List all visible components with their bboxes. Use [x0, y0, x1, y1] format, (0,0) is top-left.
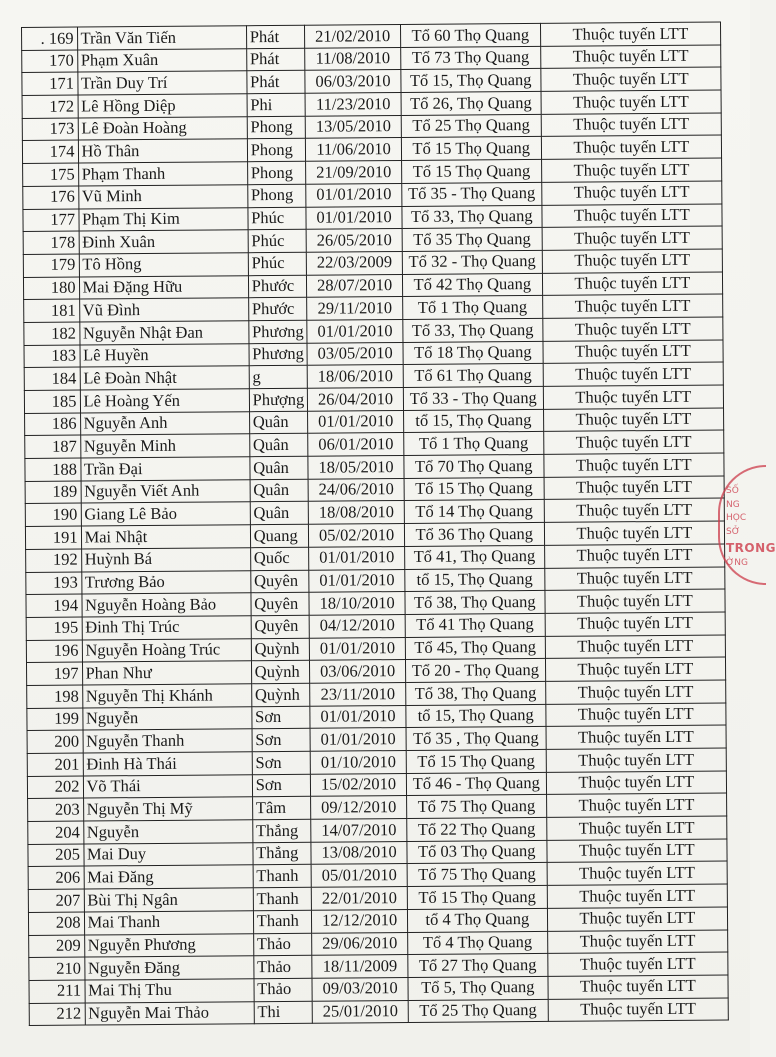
residential-group: Tổ 32 - Thọ Quang — [402, 250, 542, 274]
route-note: Thuộc tuyến LTT — [543, 362, 723, 386]
date-of-birth: 04/12/2010 — [309, 614, 405, 637]
student-surname: Nguyễn Phương — [84, 933, 253, 957]
residential-group: Tổ 75 Thọ Quang — [407, 863, 547, 887]
student-surname: Lê Đoàn Hoàng — [78, 116, 247, 140]
residential-group: Tổ 33, Thọ Quang — [402, 205, 542, 229]
route-note: Thuộc tuyến LTT — [548, 975, 728, 999]
date-of-birth: 01/01/2010 — [310, 705, 406, 728]
date-of-birth: 11/23/2010 — [305, 93, 401, 116]
route-note: Thuộc tuyến LTT — [547, 907, 727, 931]
date-of-birth: 12/12/2010 — [312, 909, 408, 932]
student-surname: Phạm Thanh — [78, 162, 247, 186]
row-number: 179 — [23, 254, 79, 277]
residential-group: Tổ 25 Thọ Quang — [401, 114, 541, 138]
date-of-birth: 18/10/2010 — [309, 592, 405, 615]
row-number: 190 — [25, 503, 81, 526]
date-of-birth: 21/09/2010 — [306, 161, 402, 184]
student-surname: Nguyễn Viết Anh — [81, 479, 250, 503]
student-surname: Huỳnh Bá — [81, 548, 250, 572]
student-given-name: Quốc — [250, 547, 309, 570]
residential-group: Tổ 03 Thọ Quang — [407, 840, 547, 864]
residential-group: Tổ 15 Thọ Quang — [401, 137, 541, 161]
route-note: Thuộc tuyến LTT — [545, 680, 725, 704]
route-note: Thuộc tuyến LTT — [545, 612, 725, 636]
row-number: 209 — [29, 935, 85, 958]
row-number: 201 — [27, 753, 83, 776]
date-of-birth: 18/11/2009 — [312, 955, 408, 978]
route-note: Thuộc tuyến LTT — [544, 544, 724, 568]
stamp-line: ỜNG — [726, 558, 748, 568]
student-surname: Trương Bảo — [81, 570, 250, 594]
route-note: Thuộc tuyến LTT — [547, 952, 727, 976]
row-number: 180 — [23, 277, 79, 300]
residential-group: Tổ 73 Thọ Quang — [401, 46, 541, 70]
route-note: Thuộc tuyến LTT — [546, 748, 726, 772]
date-of-birth: 22/01/2010 — [312, 887, 408, 910]
student-surname: Mai Đăng — [84, 865, 253, 889]
student-given-name: Thảo — [253, 933, 312, 956]
student-given-name: Phong — [247, 139, 306, 162]
student-given-name: Sơn — [252, 706, 311, 729]
residential-group: Tổ 1 Thọ Quang — [404, 432, 544, 456]
student-given-name: Phúc — [248, 252, 307, 275]
student-surname: Đinh Hà Thái — [83, 752, 252, 776]
date-of-birth: 18/08/2010 — [309, 501, 405, 524]
student-surname: Phan Như — [82, 661, 251, 685]
row-number: 197 — [26, 662, 82, 685]
route-note: Thuộc tuyến LTT — [541, 181, 721, 205]
student-given-name: Phong — [247, 184, 306, 207]
residential-group: Tổ 35 , Thọ Quang — [406, 727, 546, 751]
row-number: 170 — [22, 50, 78, 73]
residential-group: Tổ 20 - Thọ Quang — [405, 659, 545, 683]
student-surname: Trần Văn Tiến — [77, 26, 246, 50]
student-surname: Mai Thị Thu — [85, 979, 254, 1003]
route-note: Thuộc tuyến LTT — [547, 839, 727, 863]
residential-group: tổ 15, Thọ Quang — [403, 409, 543, 433]
table-row — [29, 998, 728, 1026]
student-given-name: Quỳnh — [251, 683, 310, 706]
row-number: 195 — [26, 617, 82, 640]
route-note: Thuộc tuyến LTT — [544, 521, 724, 545]
student-surname: Tô Hồng — [79, 253, 248, 277]
route-note: Thuộc tuyến LTT — [545, 589, 725, 613]
residential-group: Tổ 27 Thọ Quang — [408, 954, 548, 978]
row-number: 177 — [23, 209, 79, 232]
route-note: Thuộc tuyến LTT — [546, 771, 726, 795]
route-note: Thuộc tuyến LTT — [546, 793, 726, 817]
roster-body — [22, 22, 729, 1026]
residential-group: Tổ 70 Thọ Quang — [404, 454, 544, 478]
date-of-birth: 14/07/2010 — [311, 819, 407, 842]
date-of-birth: 24/06/2010 — [308, 478, 404, 501]
route-note: Thuộc tuyến LTT — [540, 45, 720, 69]
residential-group: Tổ 75 Thọ Quang — [406, 795, 546, 819]
date-of-birth: 01/01/2010 — [310, 637, 406, 660]
route-note: Thuộc tuyến LTT — [542, 204, 722, 228]
row-number: 196 — [26, 640, 82, 663]
residential-group: Tổ 42 Thọ Quang — [402, 273, 542, 297]
student-given-name: Thảo — [254, 978, 313, 1001]
row-number: 186 — [25, 413, 81, 436]
row-number: 188 — [25, 458, 81, 481]
row-number: 183 — [24, 345, 80, 368]
residential-group: Tổ 33, Thọ Quang — [403, 318, 543, 342]
residential-group: Tổ 41 Thọ Quang — [405, 613, 545, 637]
date-of-birth: 29/11/2010 — [307, 297, 403, 320]
route-note: Thuộc tuyến LTT — [542, 294, 722, 318]
student-given-name: Quân — [249, 411, 308, 434]
date-of-birth: 01/01/2010 — [306, 183, 402, 206]
row-number: 211 — [29, 980, 85, 1003]
date-of-birth: 05/02/2010 — [309, 524, 405, 547]
date-of-birth: 03/06/2010 — [310, 660, 406, 683]
route-note: Thuộc tuyến LTT — [547, 884, 727, 908]
row-number: 208 — [28, 912, 84, 935]
row-number: 181 — [24, 299, 80, 322]
row-number: 212 — [29, 1003, 85, 1026]
row-number: 173 — [22, 118, 78, 141]
student-given-name: Quân — [249, 434, 308, 457]
route-note: Thuộc tuyến LTT — [541, 67, 721, 91]
student-surname: Bùi Thị Ngân — [84, 888, 253, 912]
route-note: Thuộc tuyến LTT — [546, 725, 726, 749]
student-given-name: Quân — [250, 502, 309, 525]
student-surname: Phạm Xuân — [77, 48, 246, 72]
student-given-name: Phượng — [249, 388, 308, 411]
student-surname: Mai Nhật — [81, 525, 250, 549]
student-surname: Phạm Thị Kim — [78, 207, 247, 231]
date-of-birth: 26/04/2010 — [308, 388, 404, 411]
student-given-name: Thanh — [253, 910, 312, 933]
student-given-name: Quỳnh — [251, 661, 310, 684]
route-note: Thuộc tuyến LTT — [544, 498, 724, 522]
student-roster-table — [21, 22, 729, 1027]
date-of-birth: 13/05/2010 — [306, 115, 402, 138]
student-surname: Nguyễn Mai Thảo — [85, 1001, 254, 1025]
student-surname: Nguyễn Hoàng Trúc — [82, 638, 251, 662]
student-surname: Lê Đoàn Nhật — [80, 366, 249, 390]
date-of-birth: 09/03/2010 — [312, 977, 408, 1000]
student-surname: Lê Hồng Diệp — [78, 94, 247, 118]
student-surname: Nguyễn Nhật Đan — [79, 321, 248, 345]
row-number: 210 — [29, 957, 85, 980]
route-note: Thuộc tuyến LTT — [543, 408, 723, 432]
route-note: Thuộc tuyến LTT — [541, 113, 721, 137]
residential-group: Tổ 15 Thọ Quang — [404, 477, 544, 501]
student-given-name: Tâm — [252, 797, 311, 820]
route-note: Thuộc tuyến LTT — [542, 226, 722, 250]
student-surname: Vũ Đình — [79, 298, 248, 322]
student-surname: Mai Đặng Hữu — [79, 275, 248, 299]
residential-group: Tổ 61 Thọ Quang — [403, 364, 543, 388]
student-surname: Nguyễn — [83, 820, 252, 844]
row-number: 199 — [27, 708, 83, 731]
row-number: 203 — [28, 798, 84, 821]
route-note: Thuộc tuyến LTT — [543, 340, 723, 364]
row-number: 191 — [25, 526, 81, 549]
residential-group: Tổ 60 Thọ Quang — [400, 23, 540, 47]
student-given-name: g — [249, 366, 308, 389]
date-of-birth: 01/01/2010 — [307, 319, 403, 342]
row-number: 189 — [25, 481, 81, 504]
student-given-name: Quyên — [250, 570, 309, 593]
official-seal-stamp — [718, 465, 776, 585]
date-of-birth: 11/08/2010 — [305, 47, 401, 70]
residential-group: Tổ 22 Thọ Quang — [407, 817, 547, 841]
date-of-birth: 21/02/2010 — [305, 25, 401, 48]
student-surname: Lê Huyền — [80, 343, 249, 367]
student-given-name: Phát — [247, 71, 306, 94]
route-note: Thuộc tuyến LTT — [540, 22, 720, 46]
route-note: Thuộc tuyến LTT — [547, 861, 727, 885]
residential-group: Tổ 38, Thọ Quang — [406, 681, 546, 705]
date-of-birth: 15/02/2010 — [311, 773, 407, 796]
residential-group: Tổ 25 Thọ Quang — [408, 999, 548, 1023]
row-number: 202 — [27, 776, 83, 799]
student-given-name: Thi — [254, 1001, 313, 1024]
student-given-name: Thắng — [252, 819, 311, 842]
route-note: Thuộc tuyến LTT — [542, 272, 722, 296]
student-given-name: Thắng — [253, 842, 312, 865]
residential-group: Tổ 35 - Thọ Quang — [402, 182, 542, 206]
route-note: Thuộc tuyến LTT — [547, 929, 727, 953]
date-of-birth: 01/01/2010 — [306, 206, 402, 229]
student-surname: Nguyễn Thị Khánh — [82, 684, 251, 708]
route-note: Thuộc tuyến LTT — [548, 998, 728, 1022]
date-of-birth: 13/08/2010 — [311, 841, 407, 864]
student-surname: Đinh Xuân — [79, 230, 248, 254]
residential-group: Tổ 33 - Thọ Quang — [403, 386, 543, 410]
route-note: Thuộc tuyến LTT — [543, 430, 723, 454]
residential-group: Tổ 14 Thọ Quang — [404, 500, 544, 524]
route-note: Thuộc tuyến LTT — [544, 566, 724, 590]
row-number: 175 — [23, 163, 79, 186]
student-surname: Nguyễn Minh — [80, 434, 249, 458]
residential-group: Tổ 5, Thọ Quang — [408, 976, 548, 1000]
row-number: 206 — [28, 866, 84, 889]
date-of-birth: 01/10/2010 — [310, 750, 406, 773]
student-surname: Nguyễn Anh — [80, 411, 249, 435]
date-of-birth: 03/05/2010 — [307, 342, 403, 365]
student-surname: Nguyễn — [82, 706, 251, 730]
stamp-line: HỌC — [726, 513, 747, 523]
row-number: 174 — [22, 140, 78, 163]
date-of-birth: 29/06/2010 — [312, 932, 408, 955]
route-note: Thuộc tuyến LTT — [541, 90, 721, 114]
date-of-birth: 26/05/2010 — [306, 229, 402, 252]
student-surname: Lê Hoàng Yến — [80, 389, 249, 413]
date-of-birth: 09/12/2010 — [311, 796, 407, 819]
student-surname: Giang Lê Bảo — [81, 502, 250, 526]
route-note: Thuộc tuyến LTT — [541, 135, 721, 159]
row-number: 194 — [26, 594, 82, 617]
student-surname: Trần Đại — [80, 457, 249, 481]
student-surname: Mai Thanh — [84, 911, 253, 935]
student-given-name: Sơn — [252, 751, 311, 774]
student-given-name: Thanh — [253, 865, 312, 888]
student-given-name: Quyên — [251, 592, 310, 615]
row-number: 193 — [26, 572, 82, 595]
residential-group: Tổ 46 - Thọ Quang — [406, 772, 546, 796]
row-number: 205 — [28, 844, 84, 867]
residential-group: Tổ 15 Thọ Quang — [407, 886, 547, 910]
route-note: Thuộc tuyến LTT — [541, 158, 721, 182]
student-surname: Đinh Thị Trúc — [82, 616, 251, 640]
date-of-birth: 05/01/2010 — [311, 864, 407, 887]
date-of-birth: 25/01/2010 — [312, 1000, 408, 1023]
stamp-line: TRONG — [726, 541, 776, 555]
student-given-name: Quyên — [251, 615, 310, 638]
date-of-birth: 01/01/2010 — [309, 546, 405, 569]
row-number: 192 — [26, 549, 82, 572]
date-of-birth: 01/01/2010 — [309, 569, 405, 592]
student-surname: Nguyễn Thanh — [83, 729, 252, 753]
student-given-name: Quỳnh — [251, 638, 310, 661]
route-note: Thuộc tuyến LTT — [546, 703, 726, 727]
row-number: 176 — [23, 186, 79, 209]
student-given-name: Phương — [249, 320, 308, 343]
student-given-name: Sơn — [252, 774, 311, 797]
student-given-name: Phúc — [248, 229, 307, 252]
residential-group: tổ 4 Thọ Quang — [407, 908, 547, 932]
date-of-birth: 28/07/2010 — [307, 274, 403, 297]
route-note: Thuộc tuyến LTT — [542, 249, 722, 273]
row-number: 172 — [22, 95, 78, 118]
stamp-line: NG — [726, 499, 740, 510]
residential-group: Tổ 45, Thọ Quang — [405, 636, 545, 660]
student-surname: Nguyễn Đăng — [84, 956, 253, 980]
row-number: . 169 — [22, 27, 78, 50]
residential-group: Tổ 35 Thọ Quang — [402, 228, 542, 252]
row-number: 182 — [24, 322, 80, 345]
date-of-birth: 22/03/2009 — [307, 251, 403, 274]
residential-group: Tổ 18 Thọ Quang — [403, 341, 543, 365]
residential-group: Tổ 26, Thọ Quang — [401, 91, 541, 115]
student-surname: Võ Thái — [83, 774, 252, 798]
route-note: Thuộc tuyến LTT — [545, 635, 725, 659]
date-of-birth: 01/01/2010 — [310, 728, 406, 751]
residential-group: Tổ 41, Thọ Quang — [404, 545, 544, 569]
student-given-name: Phát — [246, 25, 305, 48]
residential-group: Tổ 1 Thọ Quang — [403, 296, 543, 320]
row-number: 204 — [28, 821, 84, 844]
student-given-name: Quân — [250, 479, 309, 502]
stamp-line: SỞ — [726, 526, 740, 537]
route-note: Thuộc tuyến LTT — [543, 385, 723, 409]
row-number: 184 — [24, 367, 80, 390]
student-given-name: Phước — [248, 275, 307, 298]
student-surname: Nguyễn Hoàng Bảo — [81, 593, 250, 617]
date-of-birth: 23/11/2010 — [310, 682, 406, 705]
date-of-birth: 11/06/2010 — [306, 138, 402, 161]
route-note: Thuộc tuyến LTT — [545, 657, 725, 681]
student-given-name: Quang — [250, 524, 309, 547]
date-of-birth: 06/03/2010 — [305, 70, 401, 93]
residential-group: tổ 15, Thọ Quang — [405, 568, 545, 592]
student-given-name: Quân — [250, 456, 309, 479]
date-of-birth: 01/01/2010 — [308, 410, 404, 433]
row-number: 187 — [25, 435, 81, 458]
student-surname: Nguyễn Thị Mỹ — [83, 797, 252, 821]
student-given-name: Phát — [246, 48, 305, 71]
student-surname: Vũ Minh — [78, 185, 247, 209]
residential-group: Tổ 4 Thọ Quang — [408, 931, 548, 955]
student-given-name: Phước — [248, 298, 307, 321]
date-of-birth: 18/06/2010 — [307, 365, 403, 388]
row-number: 198 — [27, 685, 83, 708]
student-surname: Mai Duy — [83, 842, 252, 866]
residential-group: Tổ 15 Thọ Quang — [401, 160, 541, 184]
student-given-name: Sơn — [252, 729, 311, 752]
student-given-name: Phong — [247, 116, 306, 139]
row-number: 200 — [27, 730, 83, 753]
student-given-name: Phong — [247, 161, 306, 184]
row-number: 178 — [23, 231, 79, 254]
student-given-name: Phương — [249, 343, 308, 366]
route-note: Thuộc tuyến LTT — [544, 476, 724, 500]
stamp-line: SỐ — [726, 486, 739, 496]
student-given-name: Phi — [247, 93, 306, 116]
route-note: Thuộc tuyến LTT — [543, 317, 723, 341]
residential-group: Tổ 38, Thọ Quang — [405, 591, 545, 615]
student-given-name: Thanh — [253, 887, 312, 910]
row-number: 185 — [24, 390, 80, 413]
date-of-birth: 06/01/2010 — [308, 433, 404, 456]
residential-group: Tổ 36 Thọ Quang — [404, 523, 544, 547]
route-note: Thuộc tuyến LTT — [544, 453, 724, 477]
residential-group: Tổ 15, Thọ Quang — [401, 69, 541, 93]
student-given-name: Thảo — [253, 955, 312, 978]
date-of-birth: 18/05/2010 — [308, 456, 404, 479]
residential-group: tổ 15, Thọ Quang — [406, 704, 546, 728]
row-number: 207 — [28, 889, 84, 912]
row-number: 171 — [22, 72, 78, 95]
student-surname: Trần Duy Trí — [77, 71, 246, 95]
student-surname: Hồ Thân — [78, 139, 247, 163]
route-note: Thuộc tuyến LTT — [546, 816, 726, 840]
residential-group: Tổ 15 Thọ Quang — [406, 749, 546, 773]
student-given-name: Phúc — [248, 207, 307, 230]
